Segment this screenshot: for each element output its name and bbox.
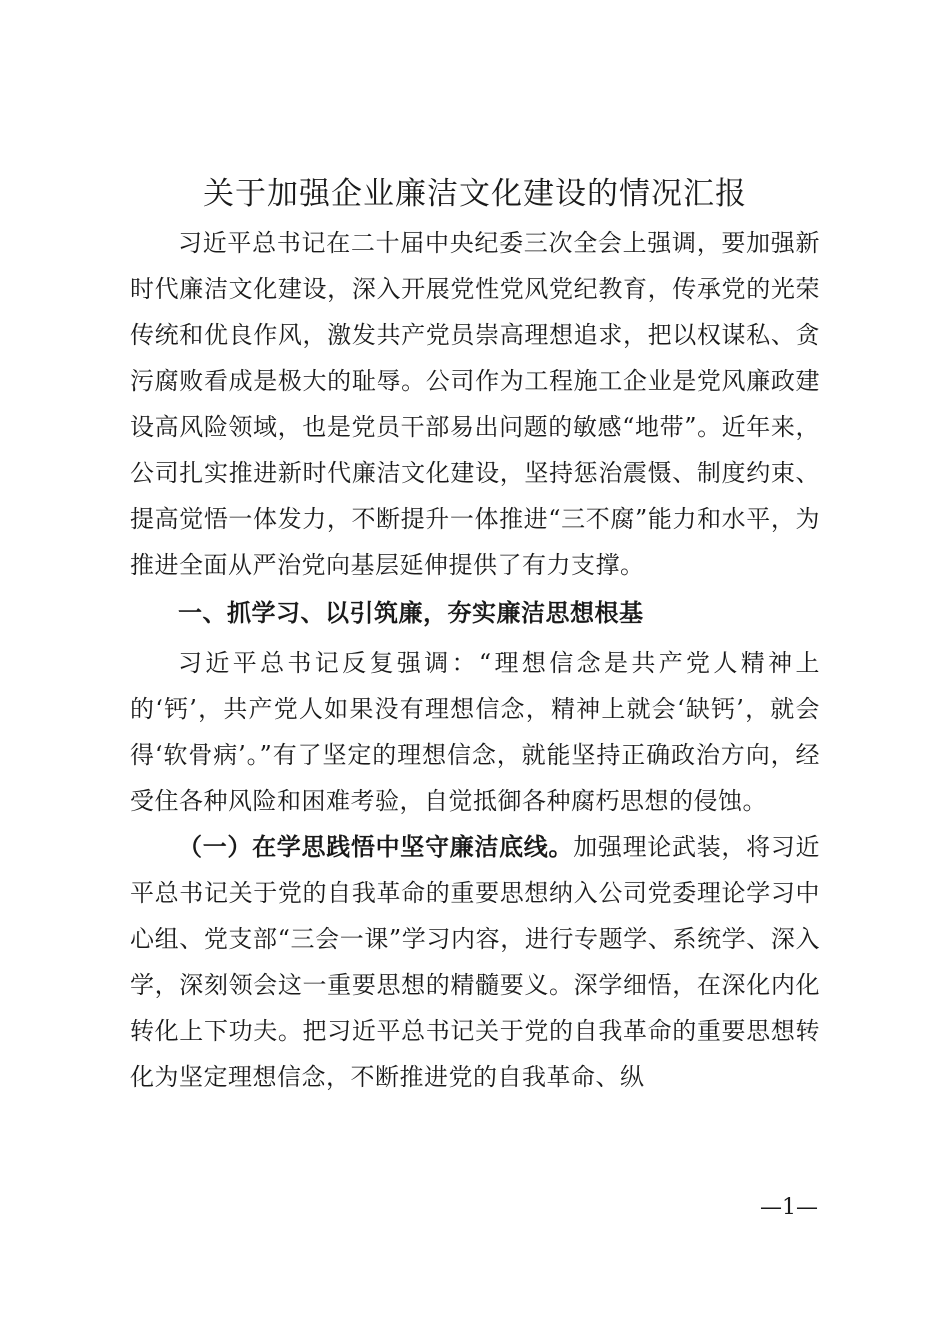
subsection-1-text: 加强理论武装，将习近平总书记关于党的自我革命的重要思想纳入公司党委理论学习中心组、党支部“三会一课”学习内容，进行专题学、系统学、深入学，深刻领会这一重要思想的精髓要义。深学细悟，在深化内化转化上下功夫。把习近平总书记关于党的自我革命的重要思想转化为坚定理想信念，不断推进党的自我革命、纵: [130, 833, 821, 1091]
document-body: [130, 170, 820, 1100]
subsection-1-lead: （一）在学思践悟中坚守廉洁底线。: [178, 832, 574, 861]
intro-paragraph: 习近平总书记在二十届中央纪委三次全会上强调，要加强新时代廉洁文化建设，深入开展党性党风党纪教育，传承党的光荣传统和优良作风，激发共产党员崇高理想追求，把以权谋私、贪污腐败看成是极大的耻辱。公司作为工程施工企业是党风廉政建设高风险领域，也是党员干部易出问题的敏感“地带”。近年来，公司扎实推进新时代廉洁文化建设，坚持惩治震慑、制度约束、提高觉悟一体发力，不断提升一体推进“三不腐”能力和水平，为推进全面从严治党向基层延伸提供了有力支撑。: [130, 229, 820, 579]
section-heading-1: 一、抓学习、以引筑廉，夯实廉洁思想根基: [178, 598, 644, 627]
page-number: —1—: [760, 1195, 818, 1220]
section-1-paragraph: 习近平总书记反复强调：“理想信念是共产党人精神上的‘钙’，共产党人如果没有理想信念，精神上就会‘缺钙’，就会得‘软骨病’。”有了坚定的理想信念，就能坚持正确政治方向，经受住各种风险和困难考验，自觉抵御各种腐朽思想的侵蚀。: [130, 649, 820, 815]
document-title: 关于加强企业廉洁文化建设的情况汇报: [203, 176, 747, 212]
subsection-1-paragraph: [130, 824, 820, 1100]
